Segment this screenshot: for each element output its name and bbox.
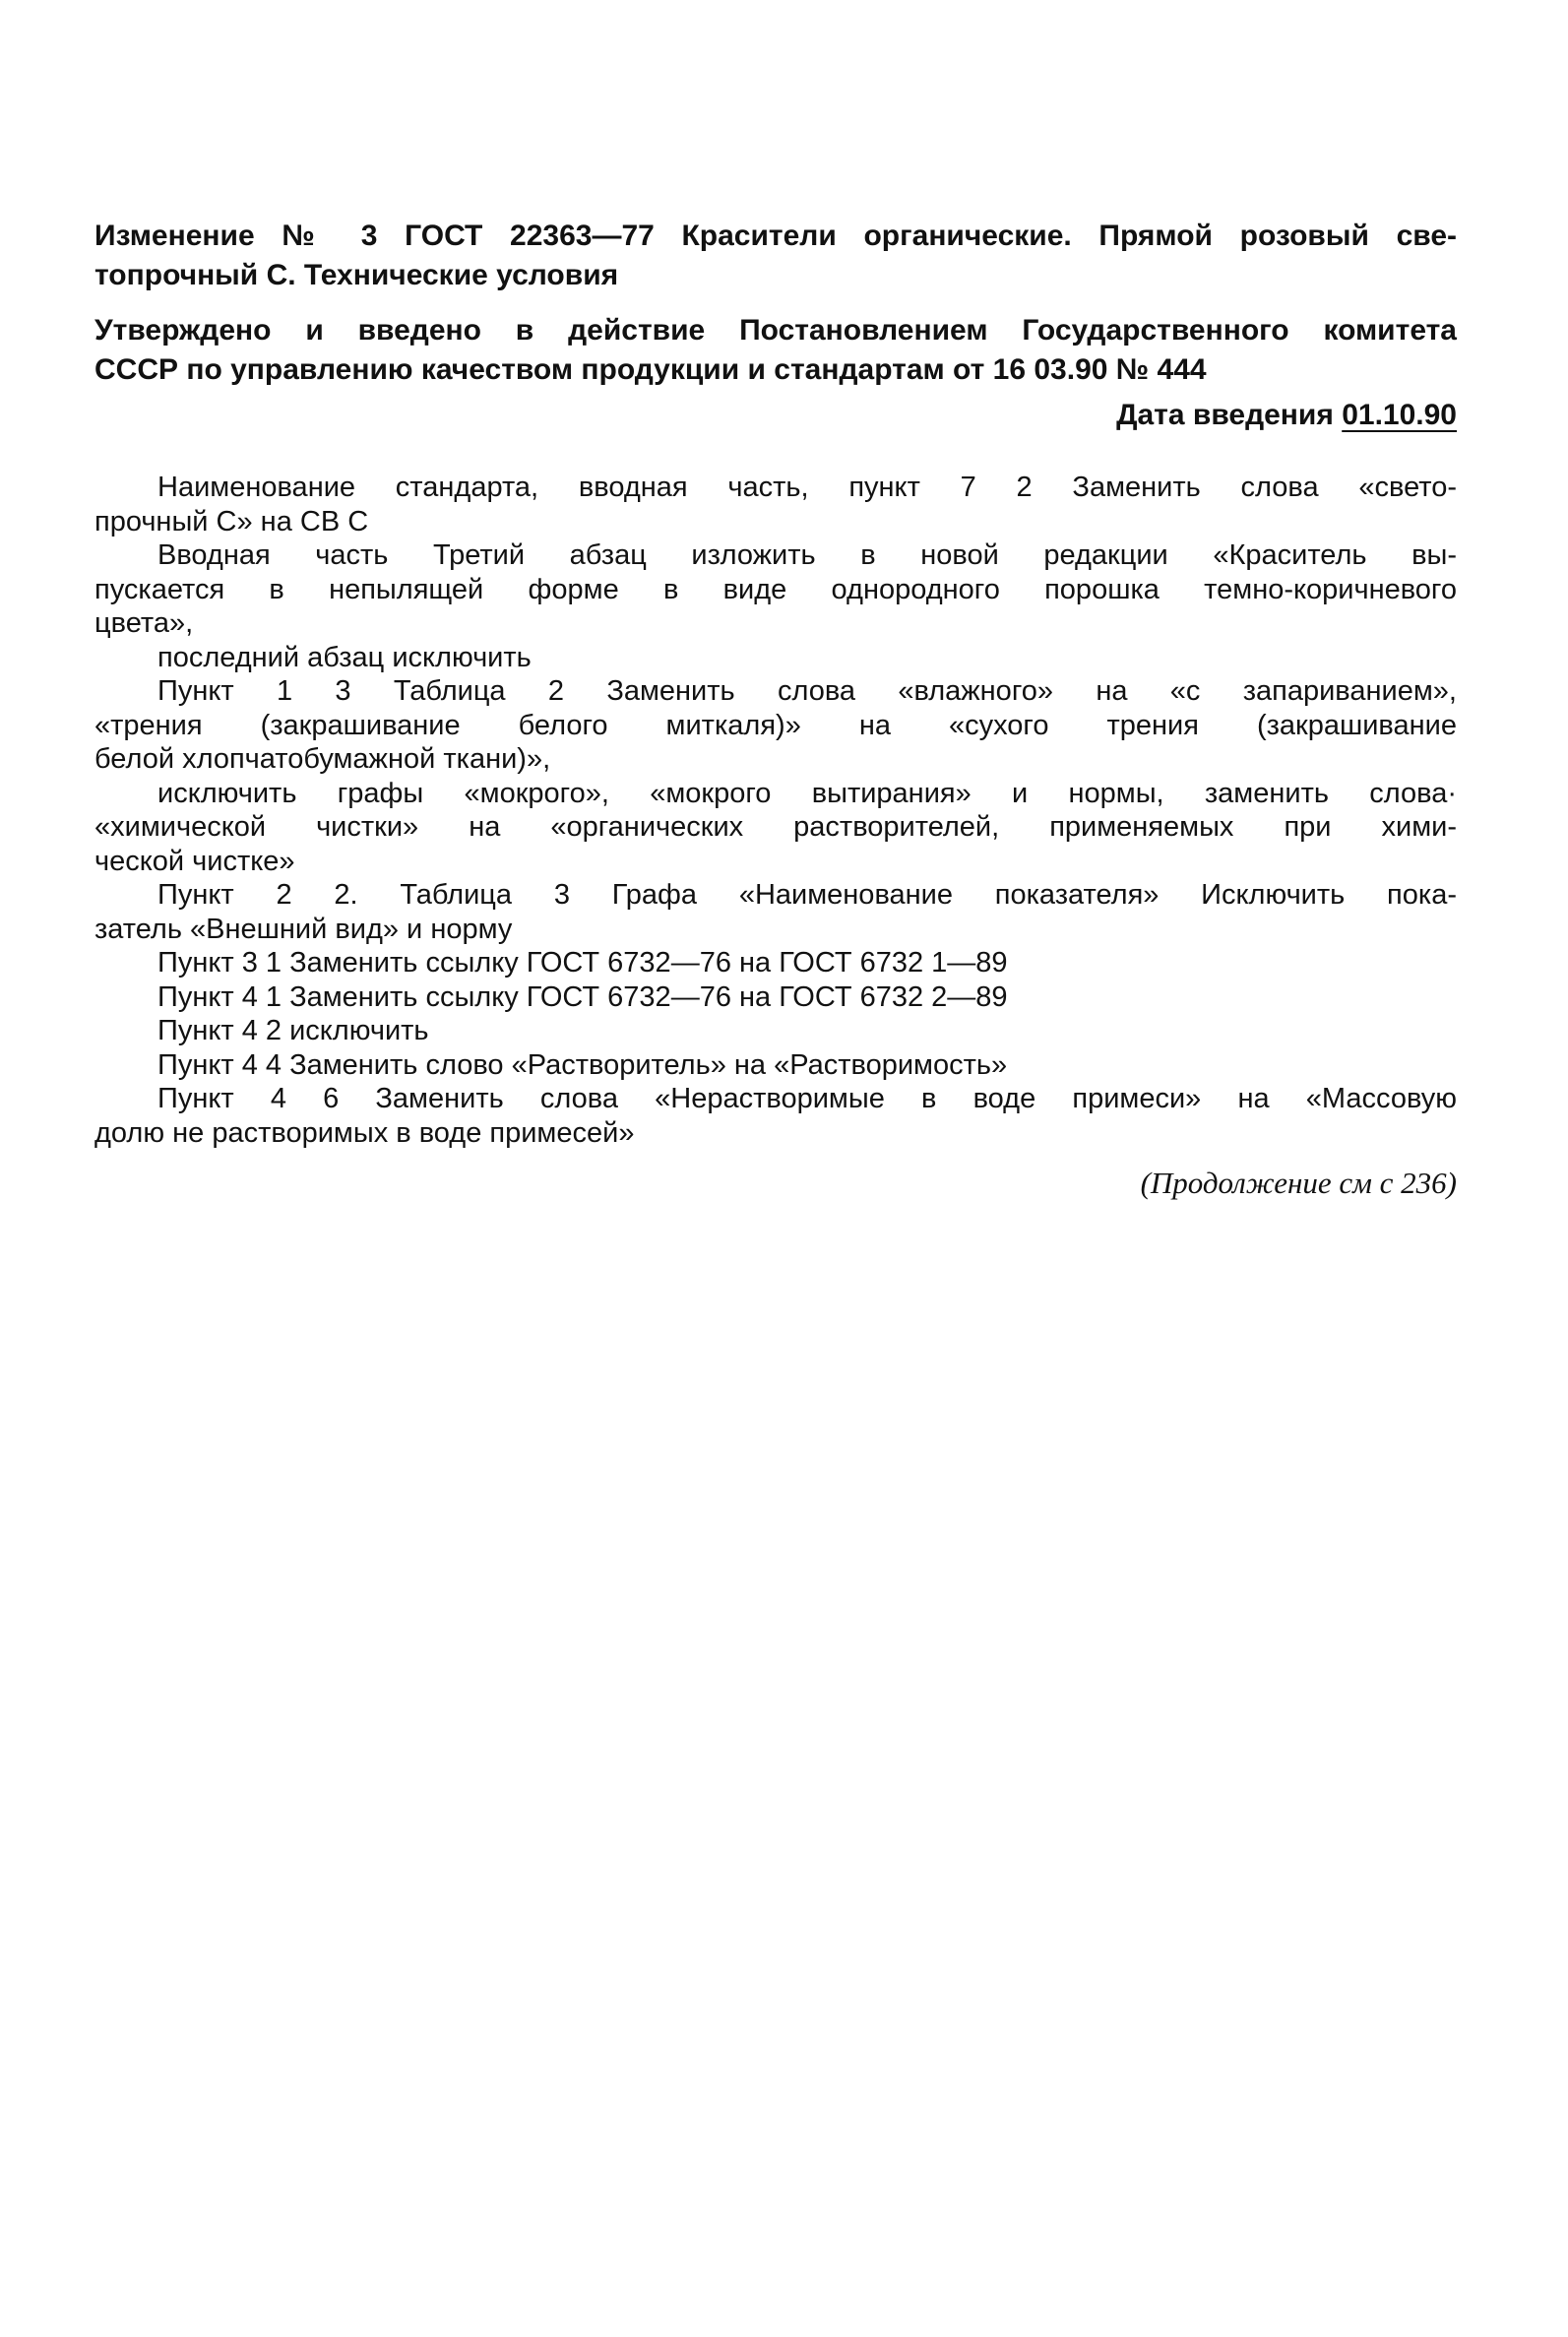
paragraph-line: Пункт 4 6 Заменить слова «Нерастворимые в воде примеси» на «Массовую	[157, 1083, 1457, 1114]
paragraph-line: «химической чистки» на «органических растворителей, применяемых при хими-	[94, 811, 1457, 843]
paragraph-line: Пункт 1 3 Таблица 2 Заменить слова «влажного» на «с запариванием»,	[157, 675, 1457, 707]
paragraph	[94, 1082, 1457, 1150]
title-line-1: Изменение № 3 ГОСТ 22363—77 Красители органические. Прямой розовый све-	[94, 220, 1457, 252]
paragraph-line: прочный С» на СВ С	[94, 505, 369, 537]
paragraph	[94, 777, 1457, 879]
approval-line-2: СССР по управлению качеством продукции и стандартам от 16 03.90 № 444	[94, 353, 1207, 386]
paragraph-line: пускается в непылящей форме в виде однородного порошка темно-коричневого	[94, 573, 1457, 605]
paragraph	[94, 1048, 1457, 1083]
paragraph	[94, 980, 1457, 1015]
approval-statement	[94, 311, 1457, 390]
document-page	[94, 217, 1457, 1203]
paragraph-line: затель «Внешний вид» и норму	[94, 913, 513, 945]
paragraph	[94, 1014, 1457, 1048]
document-body	[94, 471, 1457, 1150]
paragraph-line: исключить графы «мокрого», «мокрого вытирания» и нормы, заменить слова·	[157, 777, 1457, 809]
paragraph-line: Пункт 4 4 Заменить слово «Растворитель» на «Растворимость»	[157, 1048, 1008, 1081]
effective-date	[94, 396, 1457, 435]
paragraph-line: Вводная часть Третий абзац изложить в новой редакции «Краситель вы-	[157, 539, 1457, 571]
paragraph	[94, 471, 1457, 538]
paragraph-line: цвета»,	[94, 607, 194, 639]
document-title	[94, 217, 1457, 295]
approval-line-1: Утверждено и введено в действие Постановлением Государственного комитета	[94, 314, 1457, 347]
paragraph-line: долю не растворимых в воде примесей»	[94, 1116, 635, 1149]
paragraph	[94, 674, 1457, 777]
paragraph-line: последний абзац исключить	[157, 641, 532, 673]
paragraph-line: Пункт 4 2 исключить	[157, 1015, 429, 1046]
effective-date-label: Дата введения	[1116, 399, 1334, 431]
paragraph-line: Пункт 2 2. Таблица 3 Графа «Наименование показателя» Исключить пока-	[157, 879, 1457, 911]
effective-date-value: 01.10.90	[1342, 399, 1457, 431]
paragraph-line: Пункт 4 1 Заменить ссылку ГОСТ 6732—76 на ГОСТ 6732 2—89	[157, 980, 1008, 1013]
paragraph	[94, 641, 1457, 675]
paragraph-line: белой хлопчатобумажной ткани)»,	[94, 743, 551, 775]
continuation-note: (Продолжение см с 236)	[1140, 1166, 1457, 1200]
title-line-2: топрочный С. Технические условия	[94, 259, 619, 291]
paragraph	[94, 878, 1457, 946]
paragraph-line: ческой чистке»	[94, 845, 295, 877]
paragraph-line: «трения (закрашивание белого миткаля)» на «сухого трения (закрашивание	[94, 709, 1457, 741]
paragraph-line: Пункт 3 1 Заменить ссылку ГОСТ 6732—76 на ГОСТ 6732 1—89	[157, 947, 1008, 979]
paragraph	[94, 946, 1457, 980]
paragraph-line: Наименование стандарта, вводная часть, пункт 7 2 Заменить слова «свето-	[157, 472, 1457, 503]
paragraph	[94, 538, 1457, 641]
